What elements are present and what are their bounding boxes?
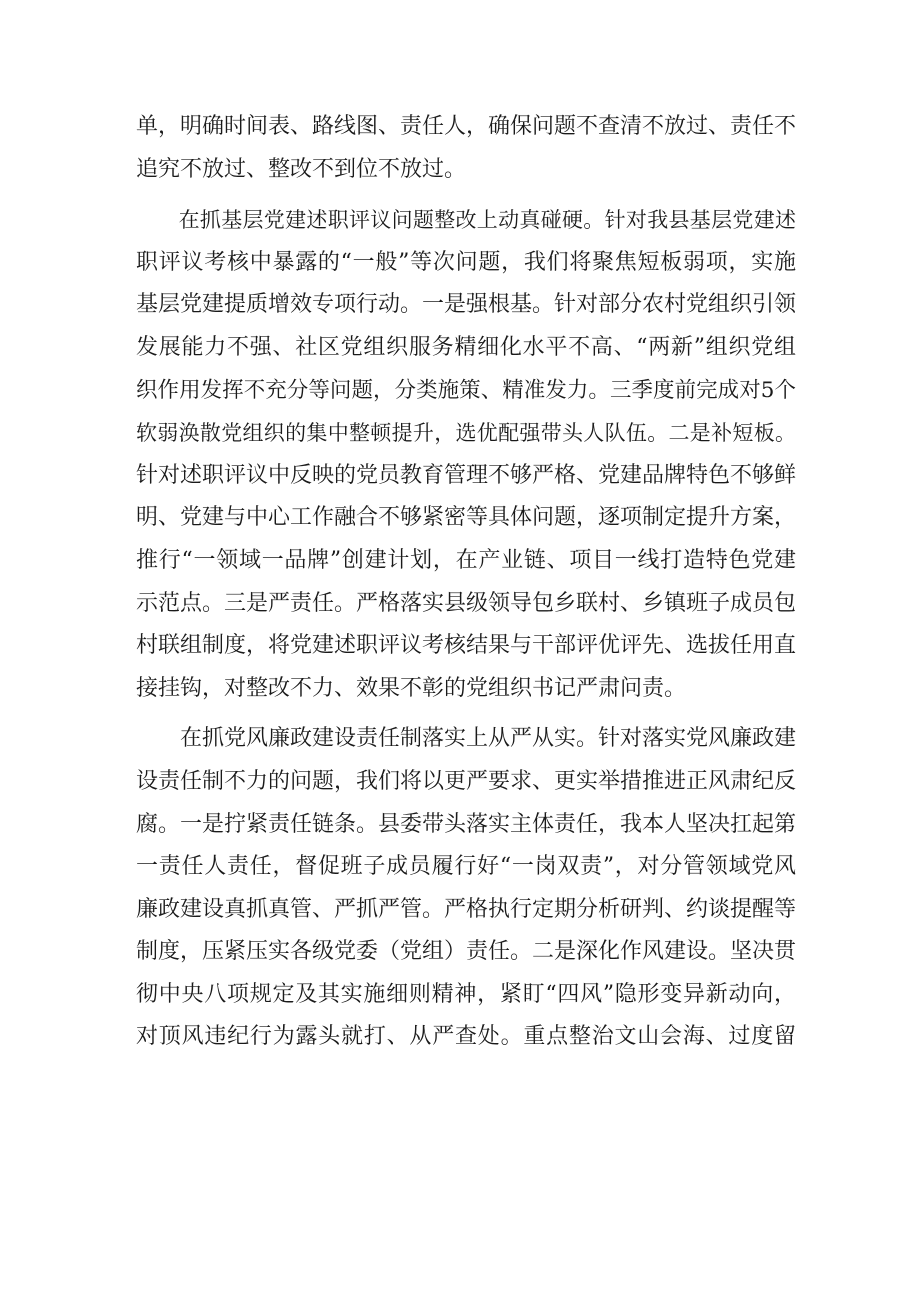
text-line: 彻中央八项规定及其实施细则精神，紧盯“四风”隐形变异新动向， xyxy=(136,981,796,1007)
paragraph-2 xyxy=(136,199,796,710)
paragraph-1 xyxy=(136,106,796,191)
text-line: 在抓基层党建述职评议问题整改上动真碰硬。针对我县基层党建述 xyxy=(136,208,796,233)
text-line: 明、党建与中心工作融合不够紧密等具体问题，逐项制定提升方案， xyxy=(136,505,797,531)
text-line: 一责任人责任，督促班子成员履行好“一岗双责”，对分管领域党风 xyxy=(136,854,796,880)
text-line: 腐。一是拧紧责任链条。县委带头落实主体责任，我本人坚决扛起第 xyxy=(136,811,797,837)
text-line: 针对述职评议中反映的党员教育管理不够严格、党建品牌特色不够鲜 xyxy=(136,462,797,488)
text-line: 发展能力不强、社区党组织服务精细化水平不高、“两新”组织党组 xyxy=(136,334,796,360)
text-line: 基层党建提质增效专项行动。一是强根基。针对部分农村党组织引领 xyxy=(136,292,797,318)
text-line: 廉政建设真抓真管、严抓严管。严格执行定期分析研判、约谈提醒等 xyxy=(136,896,797,922)
text-line: 单，明确时间表、路线图、责任人，确保问题不查清不放过、责任不 xyxy=(136,114,797,139)
text-line: 推行“一领域一品牌”创建计划，在产业链、项目一线打造特色党建 xyxy=(136,547,796,573)
text-line: 制度，压紧压实各级党委（党组）责任。二是深化作风建设。坚决贯 xyxy=(136,939,797,965)
text-line: 追究不放过、整改不到位不放过。 xyxy=(136,156,467,182)
text-line: 织作用发挥不充分等问题，分类施策、精准发力。三季度前完成对5个 xyxy=(136,377,796,403)
text-line: 接挂钩，对整改不力、效果不彰的党组织书记严肃问责。 xyxy=(136,675,687,701)
text-line: 对顶风违纪行为露头就打、从严查处。重点整治文山会海、过度留 xyxy=(136,1024,796,1050)
text-line: 设责任制不力的问题，我们将以更严要求、更实举措推进正风肃纪反 xyxy=(136,768,797,794)
text-line: 示范点。三是严责任。严格落实县级领导包乡联村、乡镇班子成员包 xyxy=(136,590,797,616)
text-line: 软弱涣散党组织的集中整顿提升，选优配强带头人队伍。二是补短板。 xyxy=(136,421,796,446)
document-body xyxy=(136,106,796,1059)
text-line: 村联组制度，将党建述职评议考核结果与干部评优评先、选拔任用直 xyxy=(136,633,797,659)
text-line: 在抓党风廉政建设责任制落实上从严从实。针对落实党风廉政建 xyxy=(136,726,797,752)
paragraph-3 xyxy=(136,718,796,1059)
text-line: 职评议考核中暴露的“一般”等次问题，我们将聚焦短板弱项，实施 xyxy=(136,249,796,275)
